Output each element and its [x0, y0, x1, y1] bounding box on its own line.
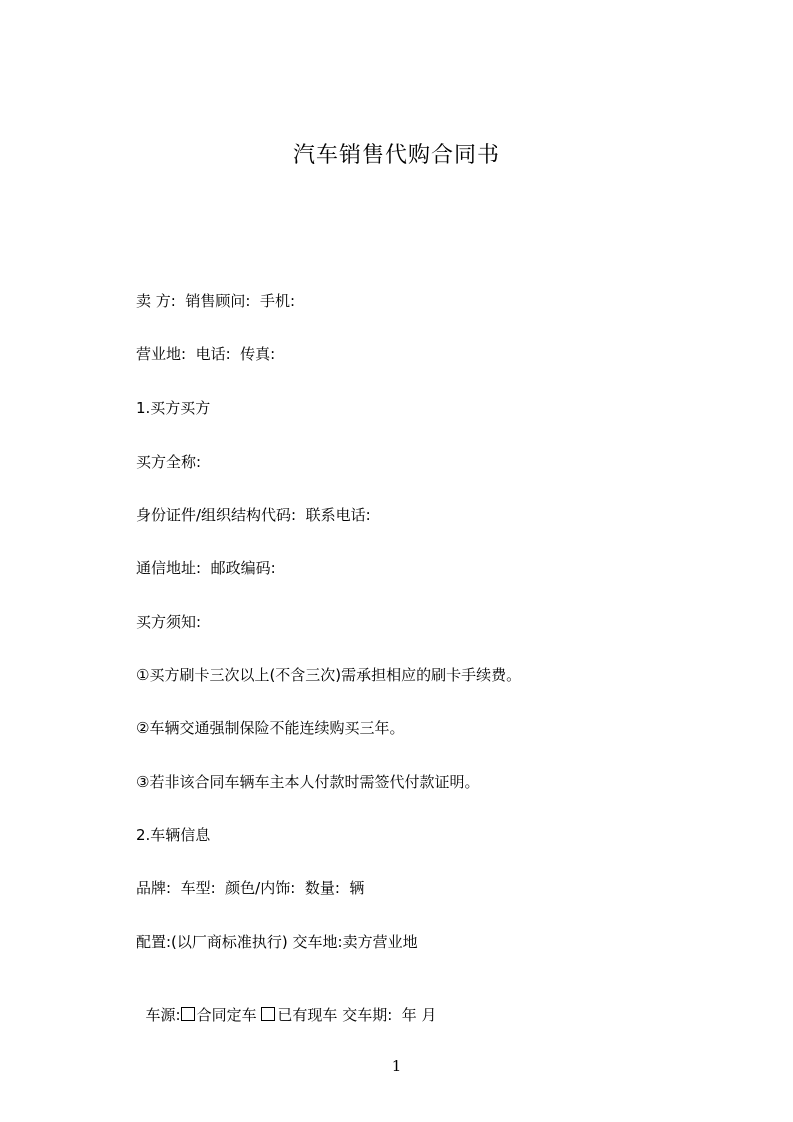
- vehicle-config-line: 配置:(以厂商标准执行) 交车地:卖方营业地: [136, 933, 418, 951]
- buyer-full-name-line: 买方全称:: [136, 453, 202, 471]
- id-document-line: 身份证件/组织结构代码: 联系电话:: [136, 506, 371, 524]
- page-number: 1: [391, 1057, 402, 1075]
- checkbox-icon[interactable]: [181, 1007, 195, 1021]
- contract-order-option: 合同定车: [196, 1006, 257, 1024]
- section-heading-vehicle: 2.车辆信息: [136, 826, 211, 844]
- notice-item-1: ①买方刷卡三次以上(不含三次)需承担相应的刷卡手续费。: [136, 666, 522, 684]
- notice-item-2: ②车辆交通强制保险不能连续购买三年。: [136, 719, 405, 737]
- business-address-line: 营业地: 电话: 传真:: [136, 345, 276, 363]
- buyer-notice-heading: 买方须知:: [136, 613, 202, 631]
- in-stock-option: 已有现车: [277, 1006, 338, 1024]
- section-heading-buyer: 1.买方买方: [136, 399, 211, 417]
- seller-line: 卖 方: 销售顾问: 手机:: [136, 292, 296, 310]
- delivery-date-label: 交车期: 年 月: [342, 1006, 437, 1024]
- vehicle-source-label: 车源:: [145, 1006, 181, 1024]
- page-title: 汽车销售代购合同书: [292, 143, 500, 168]
- checkbox-icon[interactable]: [261, 1007, 275, 1021]
- vehicle-source-line: [136, 985, 437, 1025]
- mailing-address-line: 通信地址: 邮政编码:: [136, 559, 276, 577]
- notice-item-3: ③若非该合同车辆车主本人付款时需签代付款证明。: [136, 773, 480, 791]
- vehicle-brand-line: 品牌: 车型: 颜色/内饰: 数量: 辆: [136, 879, 365, 897]
